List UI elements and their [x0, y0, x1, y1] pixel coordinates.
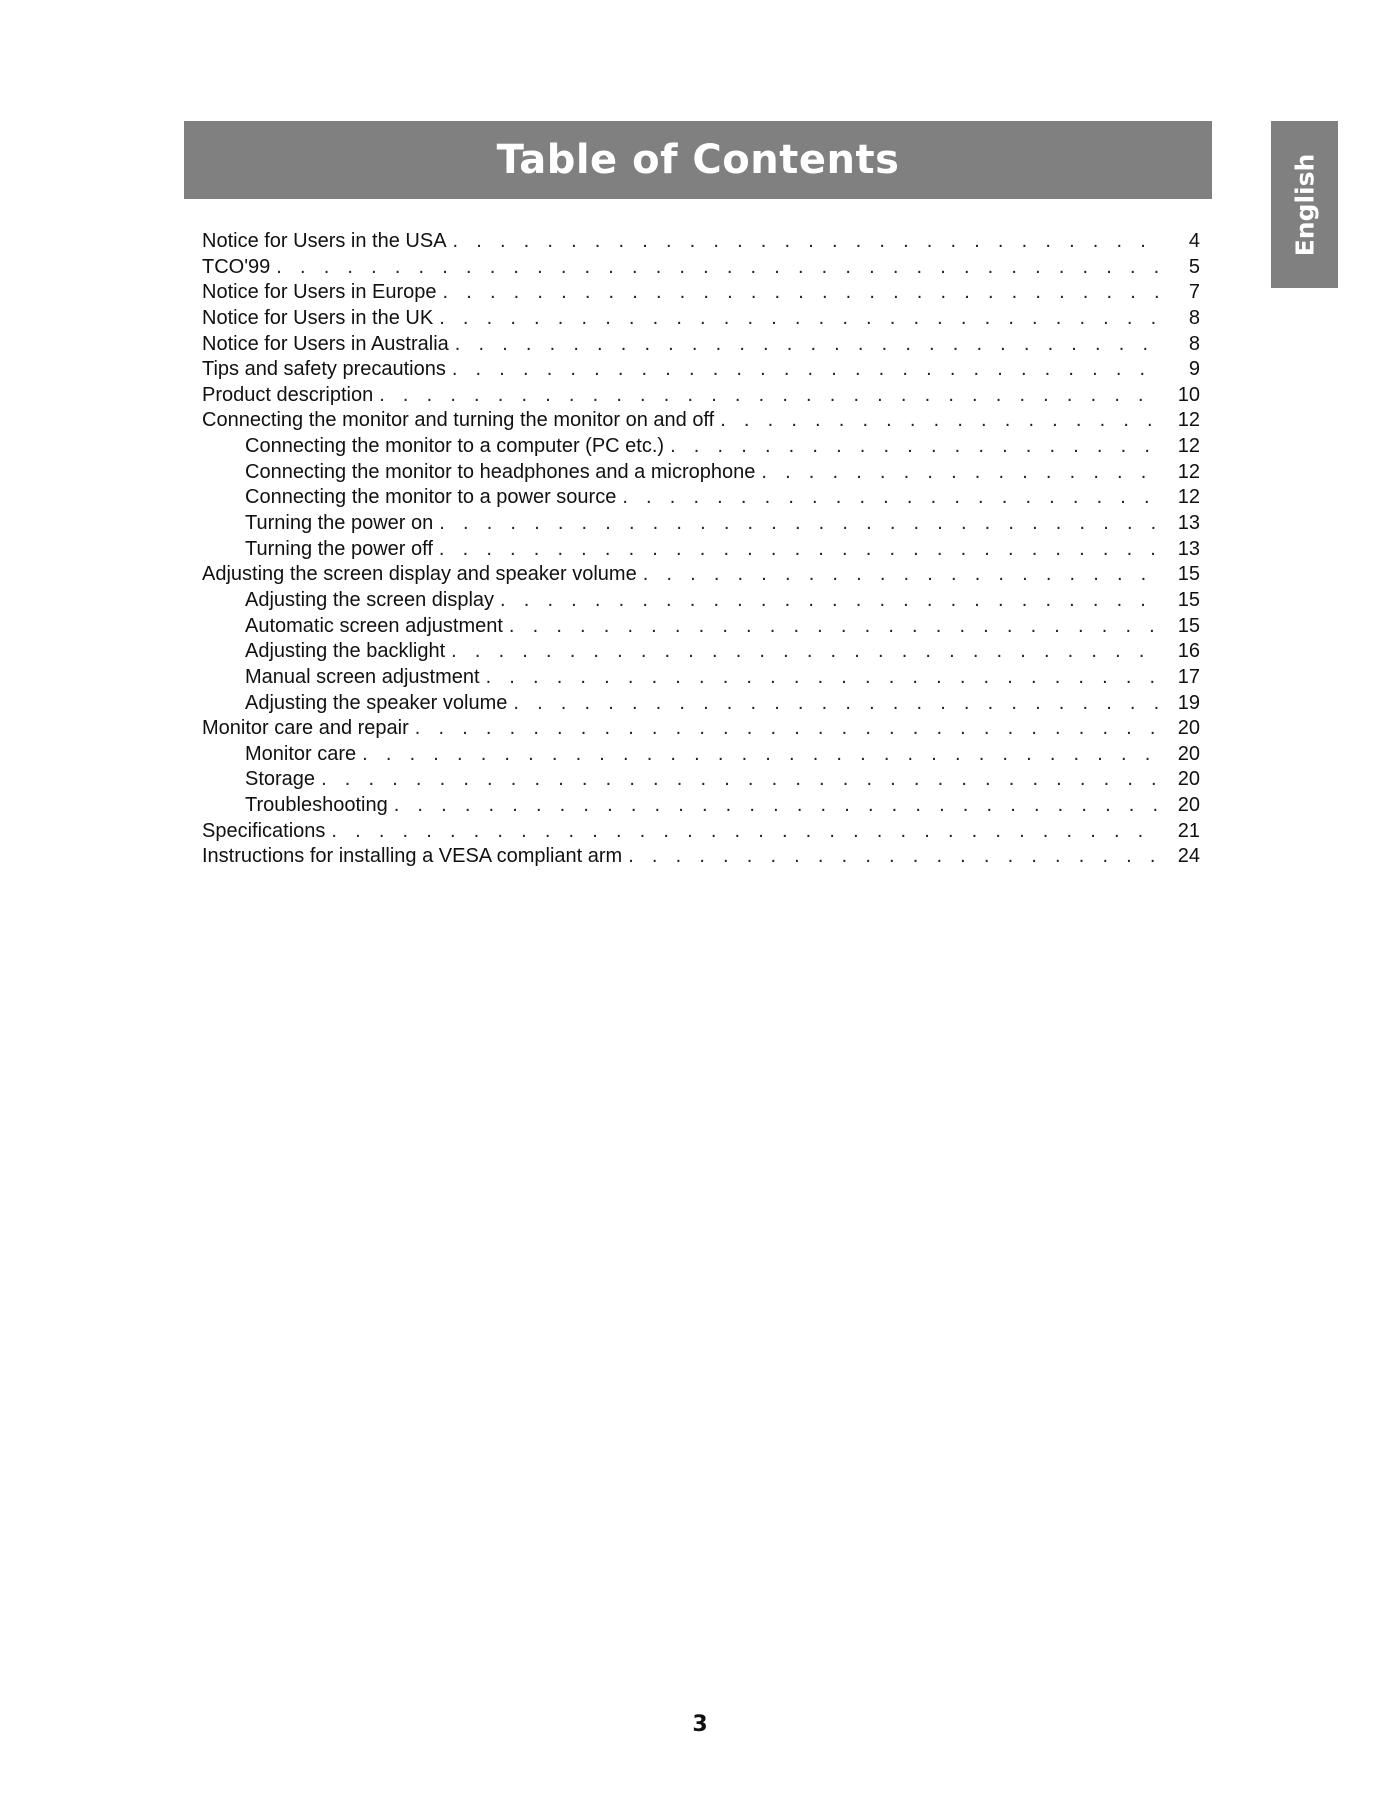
dot-leader: [451, 639, 1158, 665]
toc-entry-page: 8: [1188, 332, 1200, 355]
toc-entry-page: 13: [1177, 512, 1200, 535]
toc-entry-title: Troubleshooting: [245, 794, 388, 817]
page-title: Table of Contents: [496, 137, 900, 183]
dot-leader: [513, 691, 1158, 717]
toc-entry-page: 9: [1188, 358, 1200, 381]
toc-entry[interactable]: [202, 793, 1200, 819]
toc-entry[interactable]: [202, 485, 1200, 511]
toc-entry-page: 15: [1177, 588, 1200, 611]
dot-leader: [331, 819, 1158, 845]
toc-entry-title: Adjusting the speaker volume: [245, 691, 508, 714]
toc-entry-title: Automatic screen adjustment: [245, 614, 503, 637]
toc-entry-title: Adjusting the screen display: [245, 588, 495, 611]
toc-entry[interactable]: [202, 691, 1200, 717]
toc-entry-title: Connecting the monitor to a computer (PC etc.): [245, 435, 665, 458]
dot-leader: [452, 357, 1158, 383]
toc-entry[interactable]: [202, 306, 1200, 332]
toc-entry[interactable]: [202, 383, 1200, 409]
toc-entry[interactable]: [202, 844, 1200, 870]
toc-entry[interactable]: [202, 562, 1200, 588]
toc-entry-page: 13: [1177, 537, 1200, 560]
toc-entry[interactable]: [202, 639, 1200, 665]
toc-entry-title: TCO'99: [202, 255, 271, 278]
toc-entry-page: 10: [1177, 383, 1200, 406]
toc-entry-page: 16: [1177, 640, 1200, 663]
dot-leader: [455, 332, 1158, 358]
toc-entry[interactable]: [202, 716, 1200, 742]
dot-leader: [443, 280, 1158, 306]
language-tab: [1271, 121, 1338, 288]
toc-entry-title: Turning the power on: [245, 512, 434, 535]
toc-entry-title: Specifications: [202, 819, 326, 842]
toc-entry[interactable]: [202, 255, 1200, 281]
dot-leader: [720, 408, 1158, 434]
toc-entry[interactable]: [202, 434, 1200, 460]
toc-entry-page: 19: [1177, 691, 1200, 714]
toc-entry-title: Manual screen adjustment: [245, 665, 480, 688]
toc-entry[interactable]: [202, 819, 1200, 845]
dot-leader: [761, 460, 1158, 486]
dot-leader: [394, 793, 1158, 819]
toc-entry-title: Notice for Users in Europe: [202, 281, 437, 304]
toc-entry[interactable]: [202, 460, 1200, 486]
toc-entry-page: 24: [1177, 845, 1200, 868]
toc-entry[interactable]: [202, 332, 1200, 358]
toc-entry-title: Connecting the monitor to headphones and a microphone: [245, 460, 756, 483]
toc-entry-title: Notice for Users in Australia: [202, 332, 449, 355]
language-tab-label: English: [1290, 153, 1319, 256]
dot-leader: [453, 229, 1158, 255]
dot-leader: [362, 742, 1158, 768]
dot-leader: [379, 383, 1158, 409]
toc-entry-title: Product description: [202, 383, 374, 406]
dot-leader: [486, 665, 1158, 691]
title-banner: [184, 121, 1212, 199]
dot-leader: [509, 614, 1158, 640]
toc-entry[interactable]: [202, 614, 1200, 640]
dot-leader: [276, 255, 1158, 281]
toc-entry-title: Adjusting the screen display and speaker volume: [202, 563, 637, 586]
toc-entry-title: Notice for Users in the UK: [202, 306, 434, 329]
toc-entry-page: 20: [1177, 794, 1200, 817]
toc-entry-page: 20: [1177, 742, 1200, 765]
toc-entry[interactable]: [202, 665, 1200, 691]
toc-entry-title: Storage: [245, 768, 316, 791]
toc-entry-title: Monitor care: [245, 742, 357, 765]
toc-entry[interactable]: [202, 357, 1200, 383]
toc-entry-title: Turning the power off: [245, 537, 433, 560]
toc-entry[interactable]: [202, 742, 1200, 768]
toc-entry-page: 8: [1188, 306, 1200, 329]
toc-entry[interactable]: [202, 588, 1200, 614]
toc-entry-page: 12: [1177, 486, 1200, 509]
toc-entry-page: 12: [1177, 435, 1200, 458]
dot-leader: [439, 537, 1158, 563]
dot-leader: [628, 844, 1158, 870]
toc-entry-title: Monitor care and repair: [202, 717, 409, 740]
dot-leader: [643, 562, 1158, 588]
toc-entry[interactable]: [202, 280, 1200, 306]
toc-entry-page: 17: [1177, 665, 1200, 688]
toc-entry[interactable]: [202, 408, 1200, 434]
dot-leader: [439, 306, 1158, 332]
toc-entry-title: Connecting the monitor and turning the monitor on and off: [202, 409, 715, 432]
toc-entry[interactable]: [202, 511, 1200, 537]
table-of-contents: [202, 229, 1200, 870]
toc-entry-page: 12: [1177, 460, 1200, 483]
toc-entry-title: Adjusting the backlight: [245, 640, 446, 663]
page-number: 3: [692, 1712, 708, 1737]
toc-entry[interactable]: [202, 229, 1200, 255]
toc-entry-page: 15: [1177, 614, 1200, 637]
toc-entry-title: Instructions for installing a VESA compliant arm: [202, 845, 623, 868]
toc-entry-page: 5: [1188, 255, 1200, 278]
toc-entry-page: 20: [1177, 768, 1200, 791]
dot-leader: [500, 588, 1158, 614]
dot-leader: [439, 511, 1158, 537]
toc-entry-page: 12: [1177, 409, 1200, 432]
dot-leader: [415, 716, 1158, 742]
toc-entry-page: 4: [1188, 230, 1200, 252]
toc-entry[interactable]: [202, 767, 1200, 793]
toc-entry-page: 20: [1177, 717, 1200, 740]
dot-leader: [622, 485, 1158, 511]
toc-entry-title: Connecting the monitor to a power source: [245, 486, 617, 509]
toc-entry-page: 7: [1188, 281, 1200, 304]
toc-entry-page: 21: [1177, 819, 1200, 842]
toc-entry-title: Notice for Users in the USA: [202, 230, 447, 252]
toc-entry[interactable]: [202, 537, 1200, 563]
dot-leader: [670, 434, 1158, 460]
toc-entry-title: Tips and safety precautions: [202, 358, 446, 381]
toc-entry-page: 15: [1177, 563, 1200, 586]
dot-leader: [321, 767, 1158, 793]
